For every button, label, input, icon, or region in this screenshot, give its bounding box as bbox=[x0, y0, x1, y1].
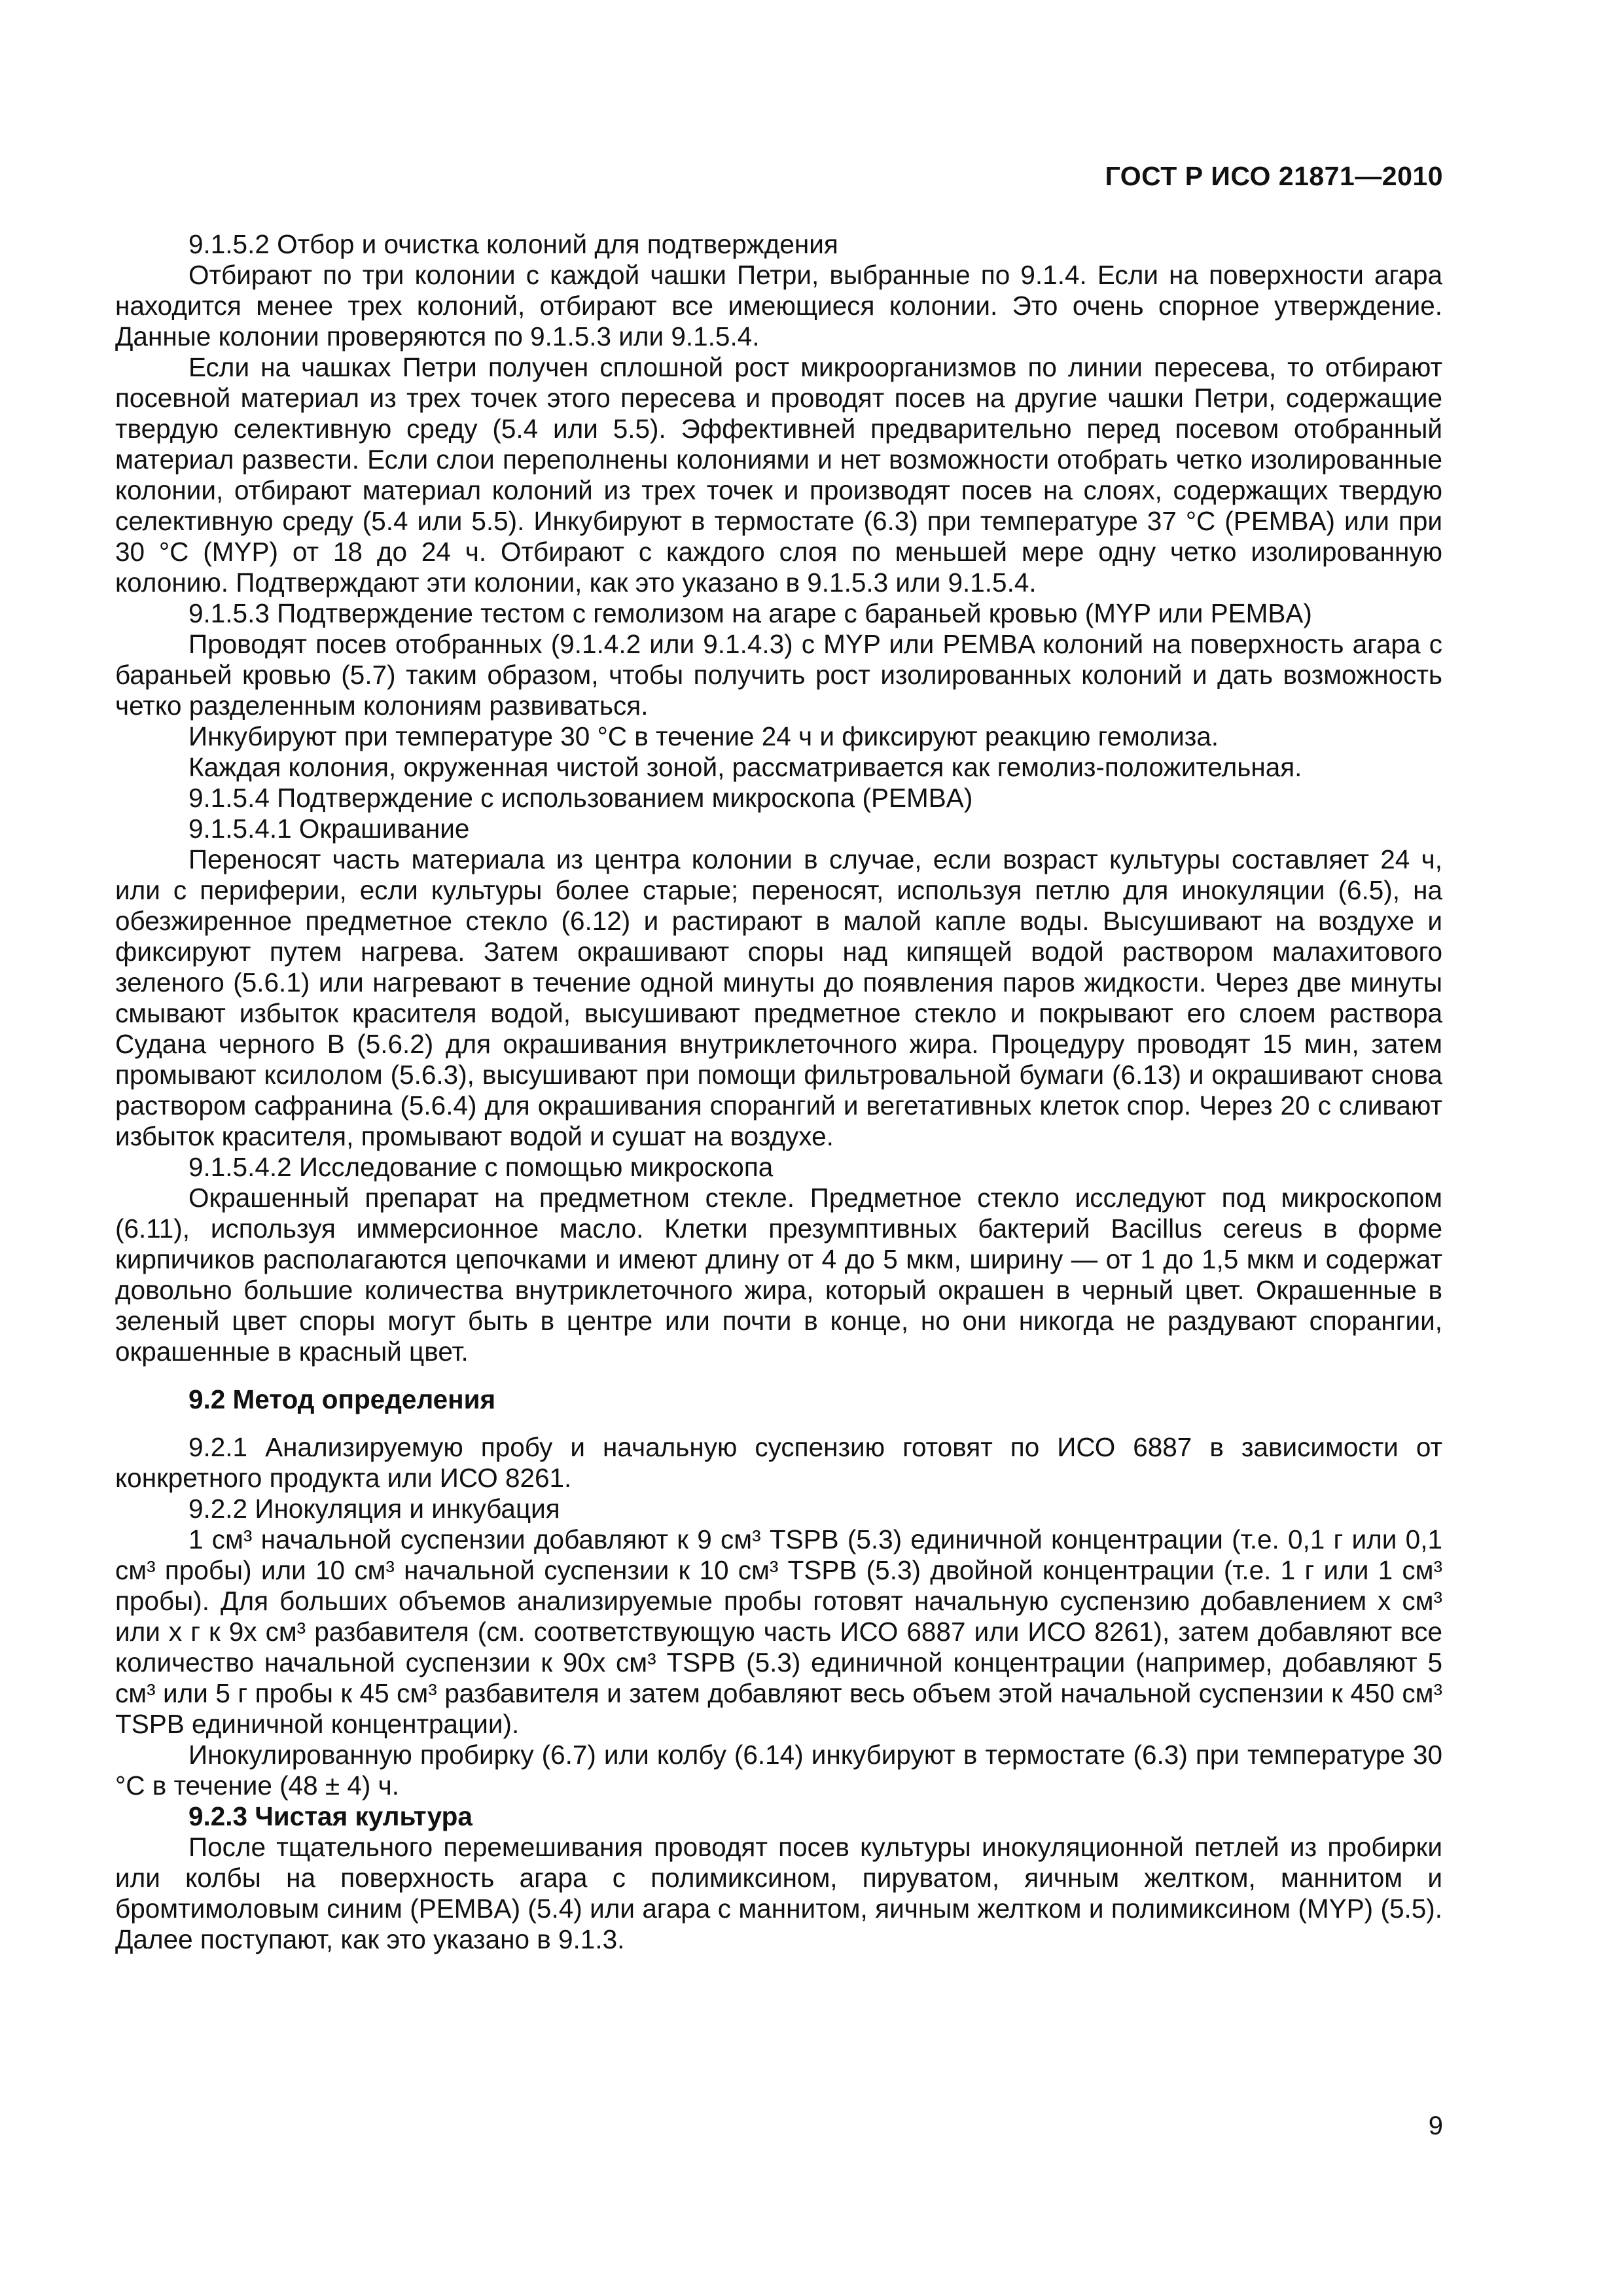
body-paragraph: 9.2.1 Анализируемую пробу и начальную суспензию готовят по ИСО 6887 в зависимости от конкретного продукта или ИСО 8261. bbox=[115, 1432, 1442, 1493]
body-paragraph: Отбирают по три колонии с каждой чашки Петри, выбранные по 9.1.4. Если на поверхности агара находится менее трех колоний, отбирают все имеющиеся колонии. Это очень спорное утверждение. Данные колонии проверяются по 9.1.5.3 или 9.1.5.4. bbox=[115, 260, 1442, 351]
body-paragraph: Инокулированную пробирку (6.7) или колбу (6.14) инкубируют в термостате (6.3) при температуре 30 °C в течение (48 ± 4) ч. bbox=[115, 1740, 1442, 1801]
section-heading-9-2: 9.2 Метод определения bbox=[188, 1384, 496, 1414]
body-paragraph: Окрашенный препарат на предметном стекле. Предметное стекло исследуют под микроскопом (6.11), используя иммерсионное масло. Клетки презумптивных бактерий Bacillus cereus в форме кирпичиков располагаются цепочками и имеют длину от 4 до 5 мкм, ширину — от 1 до 1,5 мкм и содержат довольно большие количества внутриклеточного жира, который окрашен в черный цвет. Окрашенные в зеленый цвет споры могут быть в центре или почти в конце, но они никогда не раздувают спорангии, окрашенные в красный цвет. bbox=[115, 1183, 1442, 1367]
document-header-standard-id: ГОСТ Р ИСО 21871—2010 bbox=[1105, 161, 1443, 191]
subsection-heading-9-1-5-4-2: 9.1.5.4.2 Исследование с помощью микроскопа bbox=[188, 1152, 774, 1182]
subsection-heading-9-1-5-2: 9.1.5.2 Отбор и очистка колоний для подтверждения bbox=[188, 229, 838, 259]
body-paragraph: 1 см³ начальной суспензии добавляют к 9 см³ TSPB (5.3) единичной концентрации (т.е. 0,1 г или 0,1 см³ пробы) или 10 см³ начальной суспензии к 10 см³ TSPB (5.3) двойной концентрации (т.е. 1 г или 1 см³ пробы). Для больших объемов анализируемые пробы готовят начальную суспензию добавлением x см³ или x г к 9x см³ разбавителя (см. соответствующую часть ИСО 6887 или ИСО 8261), затем добавляют все количество начальной суспензии к 90x см³ TSPB (5.3) единичной концентрации (например, добавляют 5 см³ или 5 г пробы к 45 см³ разбавителя и затем добавляют весь объем этой начальной суспензии к 450 см³ TSPB единичной концентрации). bbox=[115, 1524, 1442, 1739]
subsection-heading-9-2-3: 9.2.3 Чистая культура bbox=[188, 1801, 473, 1831]
page-number: 9 bbox=[1428, 2111, 1443, 2140]
subsection-heading-9-1-5-3: 9.1.5.3 Подтверждение тестом с гемолизом на агаре с бараньей кровью (MYP или PEMBA) bbox=[188, 598, 1312, 628]
body-paragraph: Каждая колония, окруженная чистой зоной, рассматривается как гемолиз-положительная. bbox=[188, 752, 1302, 782]
subsection-heading-9-1-5-4-1: 9.1.5.4.1 Окрашивание bbox=[188, 814, 470, 844]
subsection-heading-9-2-2: 9.2.2 Инокуляция и инкубация bbox=[188, 1494, 560, 1524]
subsection-heading-9-1-5-4: 9.1.5.4 Подтверждение с использованием микроскопа (PEMBA) bbox=[188, 783, 973, 813]
document-body bbox=[115, 229, 1442, 1955]
body-paragraph: Инкубируют при температуре 30 °C в течение 24 ч и фиксируют реакцию гемолиза. bbox=[188, 721, 1219, 751]
body-paragraph: После тщательного перемешивания проводят посев культуры инокуляционной петлей из пробирки или колбы на поверхность агара с полимиксином, пируватом, яичным желтком, маннитом и бромтимоловым синим (PEMBA) (5.4) или агара с маннитом, яичным желтком и полимиксином (MYP) (5.5). Далее поступают, как это указано в 9.1.3. bbox=[115, 1832, 1442, 1954]
body-paragraph: Переносят часть материала из центра колонии в случае, если возраст культуры составляет 24 ч, или с периферии, если культуры более старые; переносят, используя петлю для инокуляции (6.5), на обезжиренное предметное стекло (6.12) и растирают в малой капле воды. Высушивают на воздухе и фиксируют путем нагрева. Затем окрашивают споры над кипящей водой раствором малахитового зеленого (5.6.1) или нагревают в течение одной минуты до появления паров жидкости. Через две минуты смывают избыток красителя водой, высушивают предметное стекло и покрывают его слоем раствора Судана черного B (5.6.2) для окрашивания внутриклеточного жира. Процедуру проводят 15 мин, затем промывают ксилолом (5.6.3), высушивают при помощи фильтровальной бумаги (6.13) и окрашивают снова раствором сафранина (5.6.4) для окрашивания спорангий и вегетативных клеток спор. Через 20 с сливают избыток красителя, промывают водой и сушат на воздухе. bbox=[115, 844, 1442, 1151]
body-paragraph: Проводят посев отобранных (9.1.4.2 или 9.1.4.3) с MYP или PEMBA колоний на поверхность агара с бараньей кровью (5.7) таким образом, чтобы получить рост изолированных колоний и дать возможность четко разделенным колониям развиваться. bbox=[115, 629, 1442, 721]
body-paragraph: Если на чашках Петри получен сплошной рост микроорганизмов по линии пересева, то отбирают посевной материал из трех точек этого пересева и проводят посев на другие чашки Петри, содержащие твердую селективную среду (5.4 или 5.5). Эффективней предварительно перед посевом отобранный материал развести. Если слои переполнены колониями и нет возможности отобрать четко изолированные колонии, отбирают материал колоний из трех точек и производят посев на слоях, содержащих твердую селективную среду (5.4 или 5.5). Инкубируют в термостате (6.3) при температуре 37 °C (PEMBA) или при 30 °C (MYP) от 18 до 24 ч. Отбирают с каждого слоя по меньшей мере одну четко изолированную колонию. Подтверждают эти колонии, как это указано в 9.1.5.3 или 9.1.5.4. bbox=[115, 352, 1442, 598]
